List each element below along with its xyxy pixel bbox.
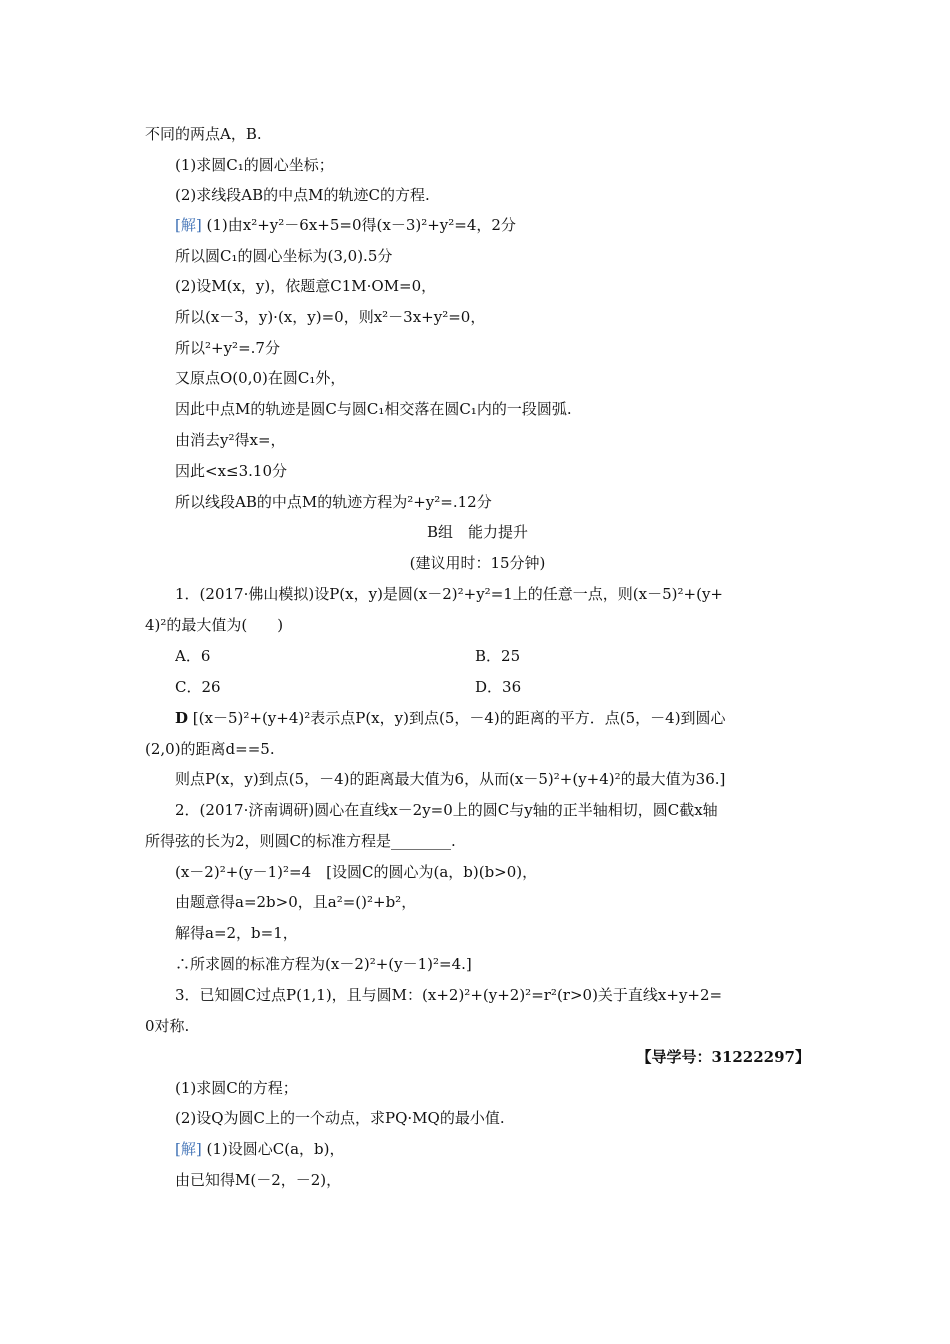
answer-explanation: [(x－5)²+(y+4)²表示点P(x，y)到点(5，－4)的距离的平方．点(5，－4)到圆心 (192, 709, 726, 727)
choice-a: A．6 (175, 647, 211, 665)
text-line: (x－2)²+(y－1)²=4 [设圆C的圆心为(a，b)(b>0)， (175, 863, 538, 881)
text-line: 则点P(x，y)到点(5，－4)的距离最大值为6，从而(x－5)²+(y+4)²的最大值为36.] (175, 770, 726, 788)
question-3-continued: 0对称. (145, 1017, 190, 1035)
question-part-1: (1)求圆C₁的圆心坐标； (175, 156, 334, 174)
text-line: 所以圆C₁的圆心坐标为(3,0).5分 (175, 247, 393, 265)
solution-tag: [解] (175, 216, 202, 234)
solution-line (175, 1139, 810, 1159)
text-line: ∴所求圆的标准方程为(x－2)²+(y－1)²=4.] (175, 955, 472, 973)
text-line: 由消去y²得x=， (175, 431, 286, 449)
text-line: 解得a=2，b=1， (175, 924, 298, 942)
answer-line (175, 708, 810, 728)
question-part-2: (2)设Q为圆C上的一个动点，求PQ·MQ的最小值. (175, 1109, 505, 1127)
text-line: 由题意得a=2b>0，且a²=()²+b²， (175, 893, 417, 911)
section-subheading: (建议用时：15分钟) (409, 554, 546, 572)
solution-tag: [解] (175, 1140, 202, 1158)
text-line: 不同的两点A，B. (145, 125, 262, 143)
choice-c: C．26 (175, 678, 221, 696)
choice-b: B．25 (475, 647, 521, 665)
section-heading: B组 能力提升 (426, 523, 529, 541)
answer-letter: D (175, 709, 189, 727)
solution-line (175, 215, 810, 235)
text-line: (2)设M(x，y)，依题意C1M·OM=0， (175, 277, 437, 295)
question-3: 3．已知圆C过点P(1,1)，且与圆M：(x+2)²+(y+2)²=r²(r>0)关于直线x+y+2= (175, 986, 723, 1004)
text-line: 由已知得M(－2，－2)， (175, 1171, 342, 1189)
question-part-2: (2)求线段AB的中点M的轨迹C的方程. (175, 186, 430, 204)
guide-number: 【导学号：31222297】 (636, 1048, 810, 1066)
question-1-continued: 4)²的最大值为( ) (145, 616, 284, 634)
text-line: 因此<x≤3.10分 (175, 462, 287, 480)
choice-d: D．36 (475, 678, 522, 696)
text-line: (2,0)的距离d==5. (145, 740, 275, 758)
question-part-1: (1)求圆C的方程； (175, 1079, 298, 1097)
question-2: 2．(2017·济南调研)圆心在直线x－2y=0上的圆C与y轴的正半轴相切，圆C截x轴 (175, 801, 718, 819)
text-line: 所以线段AB的中点M的轨迹方程为²+y²=.12分 (175, 493, 492, 511)
text-line: 所以²+y²=.7分 (175, 339, 280, 357)
text-line: 又原点O(0,0)在圆C₁外， (175, 369, 346, 387)
solution-text: (1)设圆心C(a，b)， (206, 1140, 345, 1158)
text-line: 因此中点M的轨迹是圆C与圆C₁相交落在圆C₁内的一段圆弧. (175, 400, 572, 418)
text-line: 所以(x－3，y)·(x，y)=0，则x²－3x+y²=0， (175, 308, 486, 326)
question-1: 1．(2017·佛山模拟)设P(x，y)是圆(x－2)²+y²=1上的任意一点，则(x－5)²+(y+ (175, 585, 723, 603)
question-2-continued: 所得弦的长为2，则圆C的标准方程是________. (145, 832, 456, 850)
solution-text: (1)由x²+y²－6x+5=0得(x－3)²+y²=4，2分 (206, 216, 516, 234)
